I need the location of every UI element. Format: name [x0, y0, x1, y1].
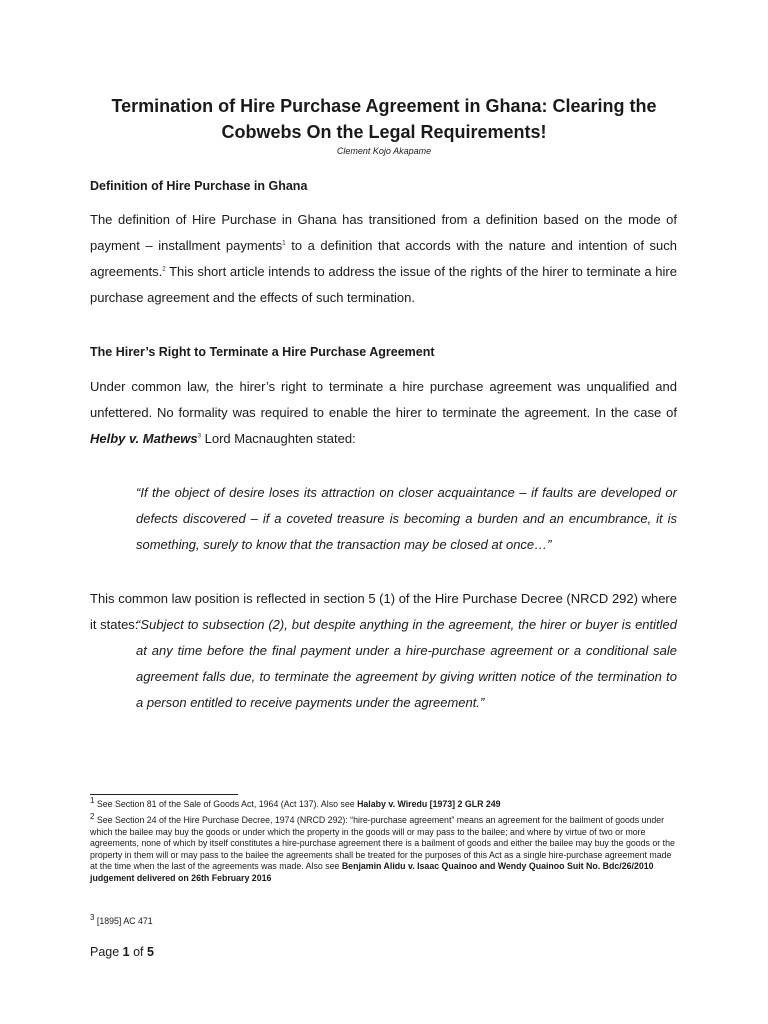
- document-title: Termination of Hire Purchase Agreement in Ghana: Clearing the Cobwebs On the Legal Requirements!: [111, 96, 657, 142]
- footnote-text: See Section 24 of the Hire Purchase Decree, 1974 (NRCD 292): “hire-purchase agreement” means an agreement for the bailment of goods under which the bailee may buy the goods or under which the property in the goods will or may pass to the bailee; and where by virtue of two or more agreements, none of which by itself constitutes a hire-purchase agreement there is a bailment of goods and either the bailee may buy the goods or the property in them will or may pass to the bailee the agreements shall be treated for the purposes of this Act as a single hire-purchase agreement made at the time when the last of the agreements was made. Also see: [90, 815, 675, 871]
- footnote-ref-1: 1: [282, 240, 286, 247]
- block-quote-macnaughten: “If the object of desire loses its attraction on closer acquaintance – if faults are developed or defects discovered – if a coveted treasure is becoming a burden and an encumbrance, it is something, surely to know that the transaction may be closed at once…”: [136, 485, 677, 552]
- author-name: Clement Kojo Akapame: [336, 146, 432, 156]
- paragraph-text: Under common law, the hirer’s right to terminate a hire purchase agreement was unqualified and unfettered. No formality was required to enable the hirer to terminate the agreement. In the case of: [90, 379, 677, 420]
- footnote-ref-2: 2: [162, 266, 166, 273]
- footnote-text: [1895] AC 471: [94, 916, 153, 926]
- footnote-number: 3: [90, 913, 95, 923]
- paragraph-text: to a definition that accords with the nature and intention of such agreements.: [90, 238, 677, 279]
- section-heading-definition: Definition of Hire Purchase in Ghana: [90, 179, 308, 193]
- page-total: 5: [147, 945, 154, 959]
- case-name: Helby v. Mathews: [90, 431, 198, 446]
- footnote-2: [90, 812, 678, 884]
- paragraph-nrcd-reference: This common law position is reflected in section 5 (1) of the Hire Purchase Decree (NRCD 292) where it states:: [90, 591, 677, 632]
- paragraph-definition: [90, 207, 677, 311]
- page-prefix: Page: [90, 945, 123, 959]
- footnote-divider: [90, 794, 238, 795]
- footnote-ref-3: 3: [197, 433, 201, 440]
- section-heading-hirer-right: The Hirer’s Right to Terminate a Hire Purchase Agreement: [90, 345, 435, 359]
- paragraph-text: Lord Macnaughten stated:: [201, 431, 356, 446]
- footnote-number: 2: [90, 812, 95, 822]
- paragraph-common-law: [90, 374, 677, 452]
- footnote-number: 1: [90, 796, 95, 806]
- page-mid: of: [129, 945, 147, 959]
- footnote-3: [90, 913, 678, 928]
- paragraph-text: This short article intends to address the issue of the rights of the hirer to terminate a hire purchase agreement and the effects of such termination.: [90, 264, 677, 305]
- paragraph-text: The definition of Hire Purchase in Ghana has transitioned from a definition based on the mode of payment – installment payments: [90, 212, 677, 253]
- page-current: 1: [122, 945, 130, 959]
- footnote-text: See Section 81 of the Sale of Goods Act, 1964 (Act 137). Also see: [94, 799, 358, 809]
- footnote-1: [90, 796, 678, 811]
- block-quote-section-5: “Subject to subsection (2), but despite anything in the agreement, the hirer or buyer is entitled at any time before the final payment under a hire-purchase agreement or a conditional sale agreement falls due, to terminate the agreement by giving written notice of the termination to a person entitled to receive payments under the agreement.”: [136, 617, 677, 710]
- footnote-citation: Benjamin Alidu v. Isaac Quainoo and Wendy Quainoo Suit No. Bdc/26/2010 judgement delivered on 26th February 2016: [90, 861, 654, 883]
- page-number: [90, 944, 154, 960]
- footnote-citation: Halaby v. Wiredu [1973] 2 GLR 249: [357, 799, 501, 809]
